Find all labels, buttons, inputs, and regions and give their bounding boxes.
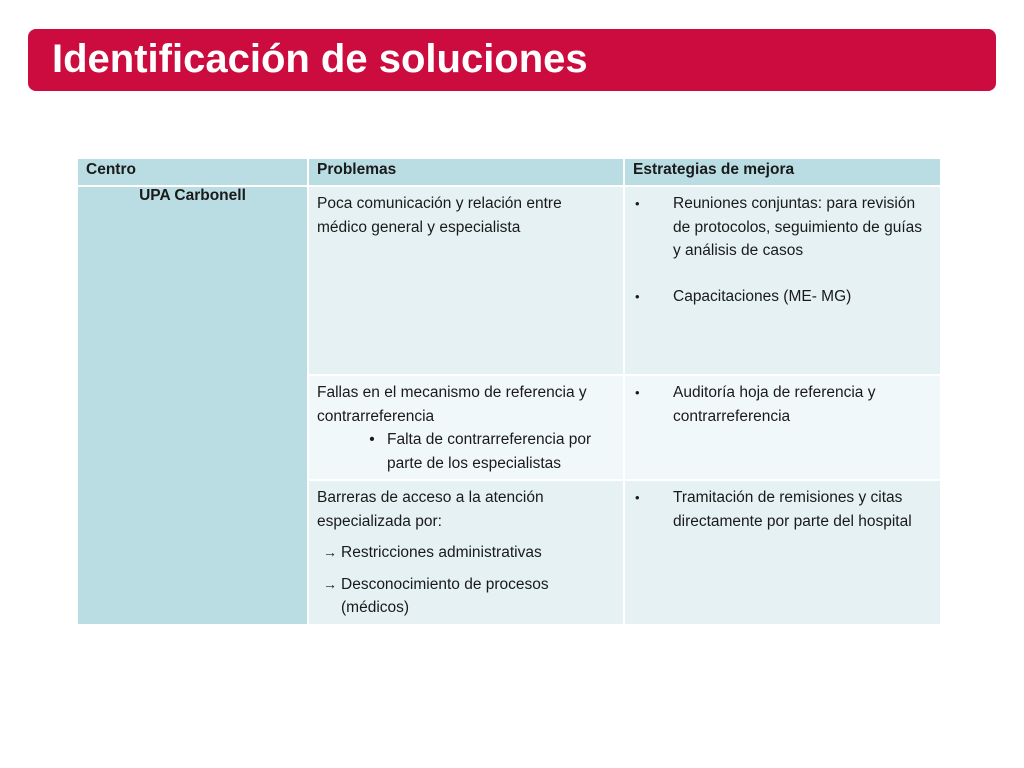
- header-centro: Centro: [77, 158, 308, 186]
- problem-arrow-text: Desconocimiento de procesos (médicos): [341, 575, 549, 616]
- problem-cell: [308, 480, 624, 625]
- bullet-icon: •: [635, 385, 640, 400]
- strategy-text: Capacitaciones (ME- MG): [673, 287, 852, 305]
- problem-cell: [308, 186, 624, 375]
- header-problemas: Problemas: [308, 158, 624, 186]
- slide-title: Identificación de soluciones: [52, 37, 588, 81]
- bullet-icon: •: [369, 431, 375, 448]
- problem-arrow-item: [317, 573, 615, 620]
- bullet-icon: •: [635, 288, 640, 304]
- table-header-row: [77, 158, 941, 186]
- problem-sub-text: Falta de contrarreferencia por parte de los especialistas: [387, 431, 592, 472]
- solutions-table: [76, 157, 942, 626]
- strategy-text: Auditoría hoja de referencia y contrarreferencia: [673, 384, 876, 425]
- strategy-item: [633, 486, 932, 533]
- strategy-item: [633, 381, 932, 428]
- problem-arrow-item: [317, 541, 615, 565]
- header-estrategias: Estrategias de mejora: [624, 158, 941, 186]
- strategy-text: Reuniones conjuntas: para revisión de protocolos, seguimiento de guías y análisis de casos: [673, 195, 923, 259]
- problem-text: Poca comunicación y relación entre médico general y especialista: [317, 195, 562, 236]
- table-row: [77, 186, 941, 375]
- problem-text: Fallas en el mecanismo de referencia y contrarreferencia: [317, 384, 587, 425]
- title-bar: [28, 29, 996, 91]
- strategy-item: [633, 192, 932, 263]
- problem-sub-item: [317, 428, 615, 475]
- arrow-right-icon: →: [323, 575, 337, 592]
- strategy-cell: [624, 375, 941, 480]
- strategy-text: Tramitación de remisiones y citas directamente por parte del hospital: [673, 489, 912, 530]
- strategy-cell: [624, 186, 941, 375]
- strategy-item: [633, 285, 932, 309]
- centro-cell: UPA Carbonell: [77, 186, 308, 625]
- problem-cell: [308, 375, 624, 480]
- problem-arrow-text: Restricciones administrativas: [341, 544, 542, 561]
- arrow-right-icon: →: [323, 544, 337, 560]
- problem-text: Barreras de acceso a la atención especializada por:: [317, 489, 544, 530]
- bullet-icon: •: [635, 490, 640, 505]
- bullet-icon: •: [635, 196, 640, 211]
- strategy-cell: [624, 480, 941, 625]
